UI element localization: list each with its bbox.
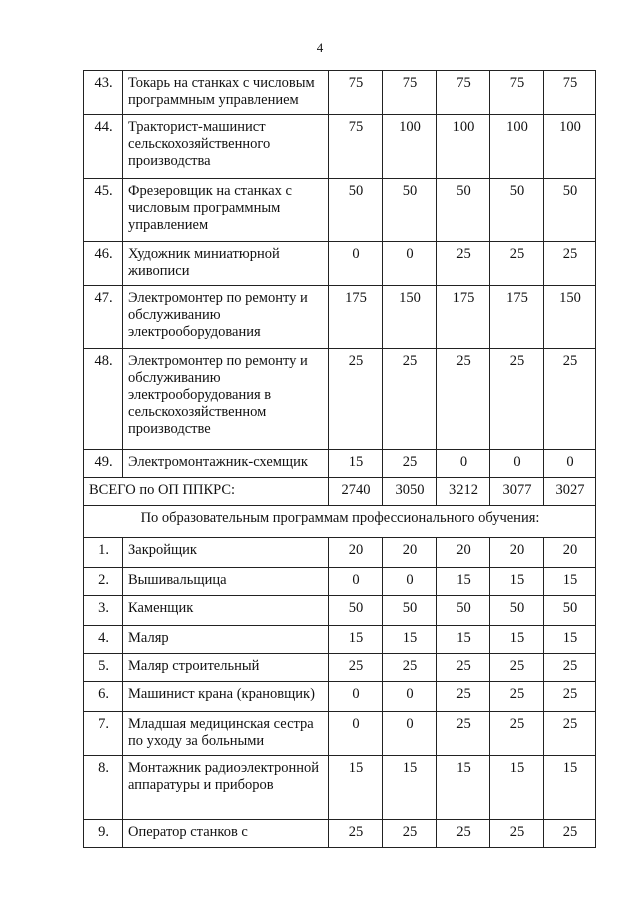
row-number: 9. — [84, 820, 123, 848]
quota-value: 0 — [383, 242, 437, 286]
quota-value: 75 — [490, 71, 544, 115]
quota-value: 25 — [490, 654, 544, 682]
quota-value: 0 — [544, 450, 596, 478]
quota-value: 50 — [383, 179, 437, 242]
quota-value: 75 — [329, 115, 383, 179]
quota-value: 25 — [383, 349, 437, 450]
table-body-ppkrs — [84, 71, 596, 478]
quota-value: 15 — [490, 626, 544, 654]
profession-name: Каменщик — [123, 596, 329, 626]
quota-value: 50 — [329, 596, 383, 626]
quota-value: 100 — [437, 115, 490, 179]
quota-value: 15 — [544, 568, 596, 596]
row-number: 45. — [84, 179, 123, 242]
quota-value: 15 — [437, 626, 490, 654]
table-row — [84, 682, 596, 712]
quota-value: 25 — [544, 242, 596, 286]
quota-value: 25 — [490, 820, 544, 848]
quota-value: 15 — [437, 568, 490, 596]
table-body-po — [84, 538, 596, 848]
quota-value: 25 — [490, 242, 544, 286]
quota-value: 25 — [329, 349, 383, 450]
quota-value: 25 — [437, 242, 490, 286]
quota-value: 25 — [437, 682, 490, 712]
profession-name: Электромонтажник-схемщик — [123, 450, 329, 478]
table-row — [84, 654, 596, 682]
quota-value: 15 — [437, 756, 490, 820]
total-row — [84, 478, 596, 506]
quota-value: 150 — [383, 286, 437, 349]
row-number: 8. — [84, 756, 123, 820]
quota-value: 75 — [329, 71, 383, 115]
quota-value: 150 — [544, 286, 596, 349]
profession-name: Маляр строительный — [123, 654, 329, 682]
quota-value: 25 — [544, 682, 596, 712]
profession-name: Оператор станков с — [123, 820, 329, 848]
quota-value: 0 — [329, 682, 383, 712]
quota-value: 100 — [544, 115, 596, 179]
table-row — [84, 115, 596, 179]
quota-value: 15 — [544, 626, 596, 654]
profession-name: Электромонтер по ремонту и обслуживанию электрооборудования — [123, 286, 329, 349]
quota-value: 25 — [490, 712, 544, 756]
quota-value: 100 — [490, 115, 544, 179]
quota-value: 0 — [383, 568, 437, 596]
quota-value: 100 — [383, 115, 437, 179]
table-row — [84, 242, 596, 286]
quota-value: 15 — [490, 568, 544, 596]
profession-name: Вышивальщица — [123, 568, 329, 596]
quota-value: 15 — [383, 756, 437, 820]
quota-value: 50 — [544, 179, 596, 242]
table-row — [84, 179, 596, 242]
quota-value: 50 — [437, 179, 490, 242]
quota-value: 75 — [544, 71, 596, 115]
table-row — [84, 756, 596, 820]
table-row — [84, 349, 596, 450]
total-value: 3027 — [544, 478, 596, 506]
row-number: 1. — [84, 538, 123, 568]
quota-value: 15 — [544, 756, 596, 820]
quota-value: 50 — [329, 179, 383, 242]
profession-name: Тракторист-машинист сельскохозяйственного производства — [123, 115, 329, 179]
row-number: 44. — [84, 115, 123, 179]
quota-value: 15 — [329, 756, 383, 820]
total-value: 3077 — [490, 478, 544, 506]
quota-value: 25 — [437, 820, 490, 848]
quota-value: 15 — [490, 756, 544, 820]
quota-value: 0 — [490, 450, 544, 478]
quota-value: 25 — [329, 820, 383, 848]
quota-value: 75 — [383, 71, 437, 115]
profession-name: Монтажник радиоэлектронной аппаратуры и приборов — [123, 756, 329, 820]
quota-value: 25 — [437, 712, 490, 756]
quota-value: 0 — [329, 242, 383, 286]
quota-value: 25 — [383, 450, 437, 478]
page-number: 4 — [316, 40, 324, 55]
row-number: 3. — [84, 596, 123, 626]
table-row — [84, 626, 596, 654]
quota-value: 50 — [490, 596, 544, 626]
quota-value: 175 — [437, 286, 490, 349]
row-number: 47. — [84, 286, 123, 349]
total-label: ВСЕГО по ОП ППКРС: — [84, 478, 329, 506]
table-row — [84, 71, 596, 115]
quota-value: 0 — [383, 712, 437, 756]
row-number: 5. — [84, 654, 123, 682]
quota-value: 175 — [490, 286, 544, 349]
total-value: 3212 — [437, 478, 490, 506]
row-number: 7. — [84, 712, 123, 756]
row-number: 4. — [84, 626, 123, 654]
table-row — [84, 568, 596, 596]
profession-name: Электромонтер по ремонту и обслуживанию электрооборудования в сельскохозяйственном производстве — [123, 349, 329, 450]
quota-value: 25 — [544, 820, 596, 848]
quota-value: 20 — [383, 538, 437, 568]
quota-value: 25 — [544, 349, 596, 450]
row-number: 49. — [84, 450, 123, 478]
row-number: 2. — [84, 568, 123, 596]
quota-value: 25 — [329, 654, 383, 682]
total-value: 3050 — [383, 478, 437, 506]
quota-value: 20 — [329, 538, 383, 568]
table-row — [84, 596, 596, 626]
profession-name: Младшая медицинская сестра по уходу за больными — [123, 712, 329, 756]
table-row — [84, 712, 596, 756]
table-row — [84, 450, 596, 478]
row-number: 46. — [84, 242, 123, 286]
quota-value: 75 — [437, 71, 490, 115]
quota-value: 0 — [383, 682, 437, 712]
quota-value: 25 — [437, 654, 490, 682]
quota-value: 0 — [437, 450, 490, 478]
table-row — [84, 820, 596, 848]
table-row — [84, 538, 596, 568]
profession-name: Токарь на станках с числовым программным управлением — [123, 71, 329, 115]
quota-value: 25 — [437, 349, 490, 450]
quota-value: 25 — [544, 712, 596, 756]
profession-name: Маляр — [123, 626, 329, 654]
quota-value: 50 — [383, 596, 437, 626]
quota-value: 20 — [437, 538, 490, 568]
quota-value: 20 — [490, 538, 544, 568]
quota-value: 0 — [329, 712, 383, 756]
quota-value: 15 — [329, 450, 383, 478]
row-number: 48. — [84, 349, 123, 450]
quota-value: 15 — [383, 626, 437, 654]
quota-value: 175 — [329, 286, 383, 349]
row-number: 43. — [84, 71, 123, 115]
profession-name: Закройщик — [123, 538, 329, 568]
quota-value: 0 — [329, 568, 383, 596]
table-total — [84, 478, 596, 538]
quota-value: 25 — [544, 654, 596, 682]
quota-value: 50 — [544, 596, 596, 626]
section-heading: По образовательным программам профессионального обучения: — [84, 506, 596, 538]
admission-table — [83, 70, 596, 848]
total-value: 2740 — [329, 478, 383, 506]
quota-value: 25 — [490, 349, 544, 450]
quota-value: 15 — [329, 626, 383, 654]
profession-name: Машинист крана (крановщик) — [123, 682, 329, 712]
row-number: 6. — [84, 682, 123, 712]
quota-value: 25 — [490, 682, 544, 712]
quota-value: 50 — [490, 179, 544, 242]
quota-value: 50 — [437, 596, 490, 626]
profession-name: Художник миниатюрной живописи — [123, 242, 329, 286]
section-heading-row — [84, 506, 596, 538]
quota-value: 25 — [383, 654, 437, 682]
table-row — [84, 286, 596, 349]
quota-value: 20 — [544, 538, 596, 568]
profession-name: Фрезеровщик на станках с числовым программным управлением — [123, 179, 329, 242]
quota-value: 25 — [383, 820, 437, 848]
